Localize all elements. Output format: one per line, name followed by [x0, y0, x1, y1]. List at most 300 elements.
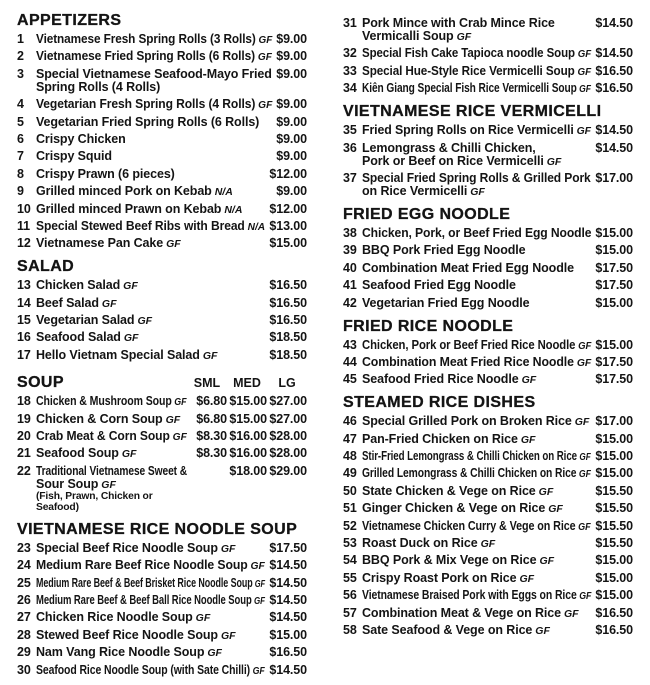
price-column-header: LG [278, 376, 296, 391]
item-name-text-wrap [362, 30, 471, 44]
item-number: 48 [343, 449, 357, 464]
section-heading: STEAMED RICE DISHES [343, 394, 536, 412]
item-name [362, 142, 591, 168]
item-name-text-wrap [36, 664, 265, 678]
item-name-text: Stir-Fried Lemongrass & Chilli Chicken on Rice [362, 449, 577, 464]
item-price: $9.00 [276, 149, 307, 164]
gluten-free-tag: GF [207, 647, 222, 660]
gluten-free-tag: GF [470, 185, 485, 198]
item-name [362, 572, 591, 585]
menu-item [343, 262, 633, 275]
item-number: 37 [343, 170, 357, 185]
gluten-free-tag: GF [101, 297, 117, 310]
item-name-text: Special Beef Rice Noodle Soup [36, 540, 218, 555]
item-name-text-wrap [36, 465, 187, 478]
item-number: 31 [343, 16, 357, 30]
item-name [362, 589, 591, 602]
item-name-text: Lemongrass & Chilli Chicken, [362, 140, 536, 155]
menu-section [17, 521, 307, 677]
section-heading-row [17, 366, 307, 395]
menu-item [343, 624, 633, 637]
item-name-text: State Chicken & Vege on Rice [362, 483, 536, 498]
menu-item [17, 33, 307, 46]
item-name-line [36, 279, 265, 292]
menu-item [343, 82, 633, 95]
item-name-text: Chicken & Mushroom Soup [36, 394, 172, 409]
item-name-text: Seafood Fried Rice Noodle [362, 372, 519, 387]
item-name [362, 467, 591, 480]
item-name-text-wrap [362, 415, 589, 429]
item-name [36, 314, 265, 327]
item-price: $15.00 [229, 411, 267, 426]
gluten-free-tag: GF [202, 349, 218, 362]
item-name [362, 124, 591, 137]
gluten-free-tag: GF [123, 332, 139, 345]
item-name-text-wrap [362, 589, 591, 603]
item-price: $16.50 [269, 295, 307, 310]
item-price: $17.00 [595, 170, 633, 185]
item-name-text: Vegetarian Fried Egg Noodle [362, 295, 530, 310]
menu-item [343, 433, 633, 446]
gluten-free-tag: GF [574, 416, 590, 429]
item-name-line [36, 297, 265, 310]
item-note: (Fish, Prawn, Chicken or Seafood) [36, 490, 153, 513]
item-price: $15.00 [269, 236, 307, 251]
item-name-text: Stewed Beef Rice Noodle Soup [36, 627, 218, 642]
item-name-text: Crispy Prawn (6 pieces) [36, 166, 175, 181]
menu-item [17, 297, 307, 310]
item-number: 11 [17, 218, 31, 233]
item-name-text-wrap [36, 237, 181, 251]
item-price: $15.00 [595, 225, 633, 240]
item-number: 18 [17, 394, 31, 409]
item-name [362, 624, 591, 637]
menu-item [17, 646, 307, 659]
item-number: 46 [343, 414, 357, 429]
menu-item [343, 65, 633, 78]
menu-item [17, 220, 307, 233]
item-name [362, 172, 591, 198]
menu-item [343, 373, 633, 386]
menu-item [17, 611, 307, 624]
item-name-text-wrap [36, 478, 116, 492]
item-name-text-wrap [36, 395, 187, 409]
gluten-free-tag: GF [578, 520, 591, 533]
menu-item [343, 356, 633, 369]
item-name [362, 520, 591, 533]
item-name-text-wrap [362, 82, 591, 96]
item-number: 14 [17, 295, 31, 310]
item-name-text-wrap [362, 450, 591, 464]
menu-item [343, 17, 633, 43]
item-name-text-wrap [362, 279, 516, 292]
menu-item [343, 572, 633, 585]
gluten-free-tag: GF [579, 451, 591, 464]
menu-item [343, 339, 633, 352]
item-number: 50 [343, 483, 357, 498]
menu-column-left [17, 12, 307, 681]
price-column-header: SML [193, 376, 221, 391]
item-price: $14.50 [595, 140, 633, 155]
item-name [36, 594, 265, 607]
menu-item [343, 227, 633, 240]
item-number: 15 [17, 313, 31, 328]
item-name-text: Seafood Fried Egg Noodle [362, 278, 516, 293]
item-name-text-wrap [36, 98, 272, 112]
item-name-text-wrap [36, 447, 136, 461]
item-name-text-wrap [36, 168, 175, 181]
na-tag: N/A [214, 186, 233, 199]
item-price: $15.00 [595, 588, 633, 603]
item-name-line [36, 594, 265, 607]
item-name-line [36, 478, 187, 491]
item-price: $15.50 [595, 518, 633, 533]
item-name-text: BBQ Pork & Mix Vege on Rice [362, 553, 537, 568]
item-number: 34 [343, 81, 357, 96]
item-name [36, 465, 187, 513]
item-name [36, 150, 272, 163]
item-price: $17.00 [595, 414, 633, 429]
item-name [36, 33, 272, 46]
item-number: 4 [17, 97, 24, 112]
item-name [36, 542, 265, 555]
item-name-text: Sour Soup [36, 476, 99, 491]
item-name-text: Special Vietnamese Seafood-Mayo Fried [36, 66, 272, 81]
item-number: 52 [343, 518, 357, 533]
item-price: $16.50 [595, 622, 633, 637]
menu-item [17, 542, 307, 555]
item-name-text: Crispy Chicken [36, 131, 126, 146]
item-name-line [36, 220, 265, 233]
item-name-text-wrap [36, 542, 235, 556]
item-name [362, 339, 591, 352]
item-name [362, 244, 591, 257]
menu-item [17, 349, 307, 362]
item-name-text: Chicken Salad [36, 278, 121, 293]
item-number: 35 [343, 123, 357, 138]
section-heading: VIETNAMESE RICE VERMICELLI [343, 103, 602, 121]
item-name-text: Traditional Vietnamese Sweet & [36, 463, 188, 478]
gluten-free-tag: GF [521, 374, 537, 387]
item-name-text-wrap [36, 133, 126, 146]
item-price: $9.00 [276, 66, 307, 81]
item-name-text: Vietnamese Braised Pork with Eggs on Rice [362, 588, 577, 603]
item-name-text-wrap [36, 430, 187, 444]
menu-item [17, 50, 307, 63]
item-price: $15.00 [595, 466, 633, 481]
item-name-line [36, 150, 272, 163]
item-name-line [36, 203, 265, 216]
menu-item [17, 185, 307, 198]
menu-item [17, 430, 307, 443]
menu-section [17, 258, 307, 362]
item-name-text-wrap [36, 297, 117, 311]
item-number: 30 [17, 662, 31, 677]
item-price: $12.00 [269, 201, 307, 216]
gluten-free-tag: GF [539, 555, 555, 568]
item-name [36, 50, 272, 63]
item-name-text-wrap [36, 50, 272, 64]
gluten-free-tag: GF [576, 125, 592, 138]
item-name [362, 47, 591, 60]
item-name-line [362, 297, 591, 310]
item-name-text-wrap [362, 244, 526, 257]
item-name-text-wrap [362, 373, 536, 387]
item-name-text-wrap [36, 331, 138, 345]
item-name [36, 577, 265, 590]
section-heading: SOUP [17, 374, 64, 392]
item-number: 44 [343, 354, 357, 369]
item-name-text: Crab Meat & Corn Soup [36, 429, 170, 444]
menu-item [343, 415, 633, 428]
item-name-line [362, 279, 591, 292]
item-name-text-wrap [362, 227, 591, 240]
item-name [36, 349, 265, 362]
item-name-line [36, 168, 265, 181]
item-name-text-wrap [362, 485, 553, 499]
menu-item [17, 395, 307, 408]
item-number: 58 [343, 622, 357, 637]
item-price: $15.00 [595, 243, 633, 258]
item-name-line [362, 607, 591, 620]
gluten-free-tag: GF [172, 431, 187, 444]
menu-item [343, 554, 633, 567]
item-name-line [36, 116, 272, 129]
item-name-line [362, 373, 591, 386]
item-name-text-wrap [36, 279, 138, 293]
item-name-text: Nam Vang Rice Noodle Soup [36, 645, 205, 660]
item-name-text: BBQ Pork Fried Egg Noodle [362, 243, 526, 258]
item-price: $15.00 [595, 295, 633, 310]
item-name-text: Vegetarian Salad [36, 313, 135, 328]
item-name-line [362, 433, 591, 446]
item-name [362, 450, 591, 463]
menu-item [17, 594, 307, 607]
item-price: $15.00 [595, 449, 633, 464]
item-price: $17.50 [595, 260, 633, 275]
item-number: 55 [343, 570, 357, 585]
item-price: $9.00 [276, 131, 307, 146]
menu-section [343, 394, 633, 637]
item-name [36, 279, 265, 292]
item-price: $6.80 [196, 411, 227, 426]
item-name-line [362, 155, 591, 168]
item-name-text: Chicken Rice Noodle Soup [36, 610, 193, 625]
menu-item [17, 68, 307, 94]
item-price: $29.00 [269, 463, 307, 478]
item-price: $15.00 [595, 431, 633, 446]
item-name-text: Vegetarian Fried Spring Rolls (6 Rolls) [36, 114, 260, 129]
item-name-line [36, 50, 272, 63]
item-number: 43 [343, 337, 357, 352]
gluten-free-tag: GF [519, 572, 535, 585]
item-name-text-wrap [362, 124, 591, 138]
gluten-free-tag: GF [579, 590, 592, 603]
menu-section [343, 17, 633, 95]
item-name-text: Grilled Lemongrass & Chilli Chicken on Rice [362, 466, 577, 481]
item-price: $8.30 [196, 446, 227, 461]
item-number: 22 [17, 463, 31, 478]
item-price: $9.00 [276, 114, 307, 129]
gluten-free-tag: GF [195, 612, 211, 625]
item-name-text: Crispy Squid [36, 149, 112, 164]
na-tag: N/A [247, 220, 266, 233]
menu-item [343, 279, 633, 292]
item-price: $27.00 [269, 394, 307, 409]
item-name-line [36, 185, 272, 198]
gluten-free-tag: GF [535, 624, 550, 637]
gluten-free-tag: GF [577, 48, 592, 61]
item-name-text: Medium Rare Beef & Beef Brisket Rice Noodle Soup [36, 575, 253, 590]
item-price: $16.50 [595, 63, 633, 78]
menu-section [343, 103, 633, 198]
item-name-text: Combination Meat Fried Rice Noodle [362, 354, 574, 369]
item-number: 51 [343, 501, 357, 516]
item-name-text-wrap [362, 356, 591, 370]
item-name-text: Pan-Fried Chicken on Rice [362, 431, 518, 446]
item-number: 19 [17, 411, 31, 426]
item-price: $14.50 [269, 575, 307, 590]
menu-item [17, 413, 307, 426]
item-name [36, 395, 187, 408]
item-number: 53 [343, 536, 357, 551]
item-name-line [36, 465, 187, 478]
item-name-line [36, 237, 265, 250]
menu-item [17, 150, 307, 163]
menu-item [17, 331, 307, 344]
item-price: $16.00 [229, 446, 267, 461]
item-name [36, 297, 265, 310]
gluten-free-tag: GF [220, 542, 236, 555]
item-name [362, 65, 591, 78]
menu-item [17, 629, 307, 642]
item-name-text-wrap [362, 624, 550, 638]
item-price: $9.00 [276, 184, 307, 199]
item-name [362, 607, 591, 620]
gluten-free-tag: GF [258, 99, 273, 112]
item-name-text: on Rice Vermicelli [362, 183, 468, 198]
menu-item [17, 314, 307, 327]
item-name-text: Vietnamese Pan Cake [36, 236, 164, 251]
item-price: $14.50 [595, 16, 633, 30]
item-name [36, 168, 265, 181]
item-name-text: Vietnamese Fresh Spring Rolls (3 Rolls) [36, 32, 256, 46]
item-price: $16.50 [595, 81, 633, 96]
item-number: 13 [17, 278, 31, 293]
item-name-line [362, 467, 591, 480]
item-name [362, 279, 591, 292]
item-name-text: Kiên Giang Special Fish Rice Vermicelli Soup [362, 81, 577, 96]
item-name-text-wrap [362, 65, 591, 79]
item-name-line [362, 415, 591, 428]
item-name-line [362, 244, 591, 257]
item-name-line [36, 33, 272, 46]
item-name-text-wrap [362, 339, 591, 353]
item-name-line [362, 450, 591, 463]
item-name [36, 559, 265, 572]
item-name-line [36, 395, 187, 408]
gluten-free-tag: GF [166, 238, 181, 251]
item-number: 45 [343, 372, 357, 387]
item-name-line [36, 542, 265, 555]
item-name-text-wrap [36, 611, 210, 625]
item-number: 29 [17, 645, 31, 660]
gluten-free-tag: GF [137, 315, 153, 328]
item-name-line [36, 413, 187, 426]
item-name-text-wrap [362, 297, 529, 310]
section-heading: APPETIZERS [17, 12, 122, 29]
item-number: 28 [17, 627, 31, 642]
item-name-line [36, 430, 187, 443]
menu-item [17, 465, 307, 513]
gluten-free-tag: GF [174, 396, 187, 409]
item-price: $15.50 [595, 483, 633, 498]
item-number: 42 [343, 295, 357, 310]
item-number: 25 [17, 575, 31, 590]
gluten-free-tag: GF [121, 448, 137, 461]
item-name-text-wrap [362, 47, 591, 61]
item-number: 40 [343, 260, 357, 275]
item-number: 20 [17, 429, 31, 444]
item-price: $14.50 [269, 592, 307, 607]
item-name [36, 413, 187, 426]
item-name-line [362, 589, 591, 602]
item-name-text: Chicken & Corn Soup [36, 411, 163, 426]
item-name-text-wrap [36, 81, 160, 94]
item-name-text: Crispy Roast Pork on Rice [362, 570, 517, 585]
item-name-text: Vietnamese Chicken Curry & Vege on Rice [362, 518, 576, 533]
item-price: $15.50 [595, 536, 633, 551]
item-name-text: Vermicalli Soup [362, 29, 454, 43]
gluten-free-tag: GF [258, 34, 273, 46]
item-price: $9.00 [276, 32, 307, 46]
gluten-free-tag: GF [576, 356, 592, 369]
item-name-line [362, 30, 591, 43]
gluten-free-tag: GF [254, 577, 266, 590]
menu-item [343, 537, 633, 550]
item-name [36, 116, 272, 129]
item-number: 12 [17, 236, 31, 251]
item-name-line [36, 629, 265, 642]
gluten-free-tag: GF [538, 485, 554, 498]
gluten-free-tag: GF [456, 31, 472, 43]
menu-item [343, 172, 633, 198]
item-name [36, 133, 272, 146]
item-name-text: Beef Salad [36, 295, 99, 310]
item-name-text: Sate Seafood & Vege on Rice [362, 622, 533, 637]
item-name-text-wrap [362, 433, 535, 447]
item-price: $18.50 [269, 330, 307, 345]
item-price: $14.50 [269, 610, 307, 625]
item-number: 2 [17, 49, 24, 64]
item-name-line [36, 349, 265, 362]
menu-item [17, 203, 307, 216]
item-name-line [362, 537, 591, 550]
item-price: $14.50 [269, 558, 307, 573]
menu-item [17, 133, 307, 146]
item-price: $17.50 [595, 354, 633, 369]
item-name-line [362, 485, 591, 498]
item-price: $8.30 [196, 429, 227, 444]
item-name-text: Pork Mince with Crab Mince Rice [362, 16, 555, 30]
item-price: $12.00 [269, 166, 307, 181]
item-name-text: Fried Spring Rolls on Rice Vermicelli [362, 123, 574, 138]
item-price: $17.50 [595, 278, 633, 293]
item-name [362, 262, 591, 275]
gluten-free-tag: GF [250, 560, 265, 573]
item-name-text-wrap [362, 607, 579, 621]
item-name-line [362, 82, 591, 95]
